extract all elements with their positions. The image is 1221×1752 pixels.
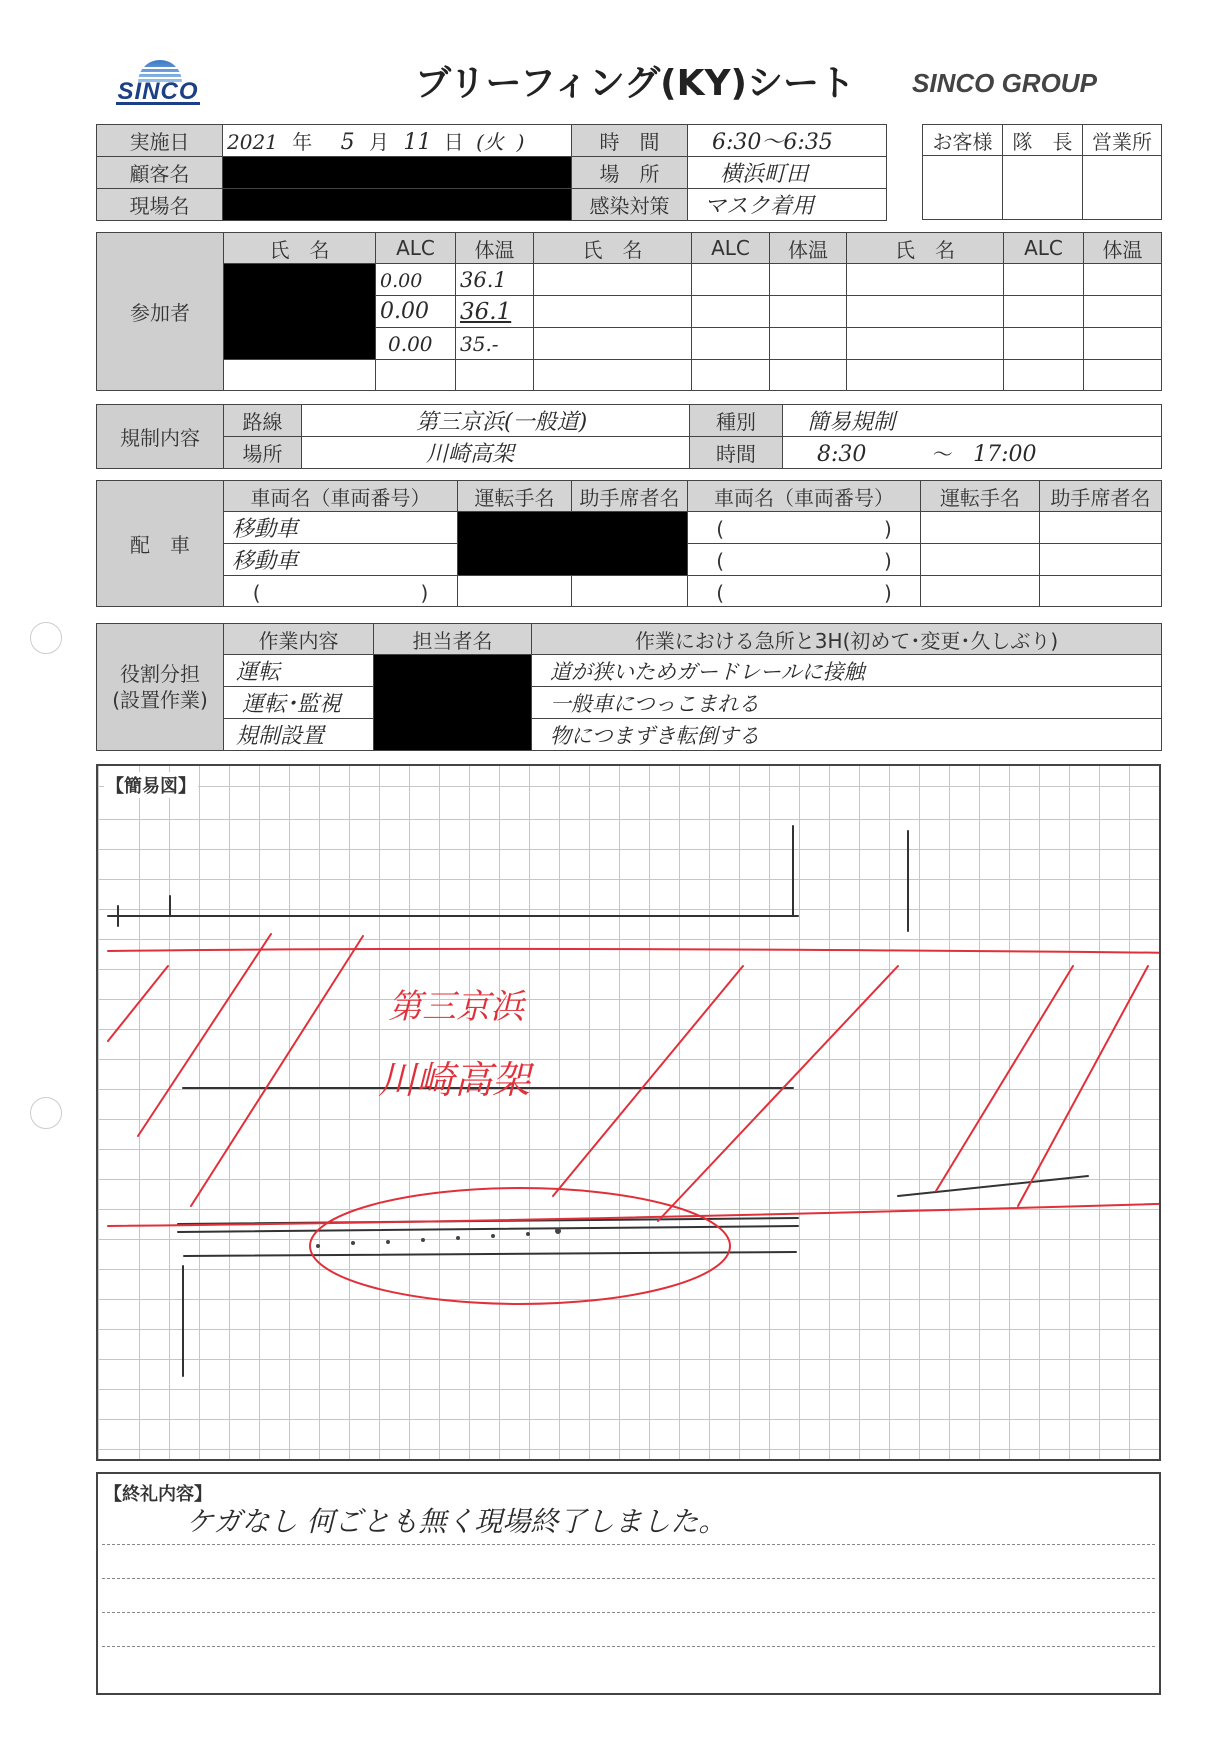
vehicle-cell[interactable] <box>224 576 458 607</box>
assistant-col-right: 助手席者名 <box>1040 481 1162 512</box>
participant-temp: 36.1 <box>460 298 512 325</box>
site-name-redacted <box>223 189 572 221</box>
assistant-cell[interactable] <box>572 576 688 607</box>
participants-label: 参加者 <box>97 233 224 391</box>
reg-time-label: 時間 <box>690 437 783 469</box>
vehicle-cell[interactable] <box>224 544 458 576</box>
person-names-redacted <box>374 655 532 751</box>
reg-place-label: 場所 <box>224 437 302 469</box>
sinco-logo-text: SINCO <box>117 78 199 105</box>
date-day: 11 <box>403 130 432 155</box>
vehicle-number-paren: ( ) <box>716 517 892 541</box>
participant-cell[interactable] <box>847 264 1004 296</box>
participant-cell[interactable] <box>692 328 770 360</box>
date-field[interactable] <box>223 125 572 157</box>
participants-col-alc-1: ALC <box>376 233 456 264</box>
participant-cell[interactable] <box>1084 296 1162 328</box>
participant-cell[interactable] <box>1084 328 1162 360</box>
participants-col-name-1: 氏 名 <box>224 233 376 264</box>
participants-col-name-2: 氏 名 <box>534 233 692 264</box>
participant-cell[interactable] <box>847 360 1004 391</box>
risk-value: 一般車につっこまれる <box>550 691 760 716</box>
type-value: 簡易規制 <box>807 410 896 435</box>
participant-cell[interactable] <box>534 264 692 296</box>
driver-col-left: 運転手名 <box>458 481 572 512</box>
route-value: 第三京浜(一般道) <box>416 410 588 435</box>
participant-cell[interactable] <box>534 360 692 391</box>
vehicle-cell[interactable] <box>688 544 921 576</box>
date-year: 2021 <box>227 130 278 154</box>
vehicle-number-paren: ( ) <box>716 580 892 605</box>
vehicle-cell[interactable] <box>688 576 921 607</box>
participant-cell[interactable] <box>770 360 847 391</box>
participant-cell[interactable] <box>692 360 770 391</box>
work-value: 運転 <box>236 660 281 685</box>
participant-alc: 0.00 <box>388 331 433 356</box>
punch-hole-top <box>30 622 62 654</box>
vehicle-number-paren: ( ) <box>252 580 429 605</box>
participant-cell[interactable] <box>534 328 692 360</box>
vehicle-cell[interactable] <box>688 512 921 544</box>
participants-col-temp-1: 体温 <box>456 233 534 264</box>
participant-cell[interactable] <box>692 296 770 328</box>
diagram-title: 【簡易図】 <box>104 772 198 798</box>
closing-line <box>102 1544 1155 1545</box>
diagram-annotation-place: 川崎高架 <box>378 1058 531 1102</box>
participant-cell[interactable] <box>376 360 456 391</box>
vehicle-name: 移動車 <box>232 517 299 542</box>
risk-col: 作業における急所と3H(初めて･変更･久しぶり) <box>532 624 1162 655</box>
work-value: 運転･監視 <box>242 692 342 717</box>
approval-sales-stamp[interactable] <box>1083 156 1162 220</box>
closing-line <box>102 1578 1155 1579</box>
reg-time-sep: 〜 <box>932 442 953 466</box>
driver-cell[interactable] <box>921 512 1040 544</box>
risk-cell[interactable] <box>532 719 1162 751</box>
driver-cell[interactable] <box>921 544 1040 576</box>
participant-temp: 36.1 <box>460 267 507 292</box>
type-field[interactable] <box>783 405 1162 437</box>
risk-cell[interactable] <box>532 687 1162 719</box>
participant-cell[interactable] <box>224 360 376 391</box>
work-col: 作業内容 <box>224 624 374 655</box>
participants-col-alc-3: ALC <box>1004 233 1084 264</box>
red-markings <box>108 934 1159 1304</box>
participant-names-redacted <box>224 264 376 360</box>
risk-value: 道が狭いためガードレールに接触 <box>550 659 865 684</box>
type-label: 種別 <box>690 405 783 437</box>
vehicle-cell[interactable] <box>224 512 458 544</box>
infection-field[interactable] <box>688 189 887 221</box>
driver-col-right: 運転手名 <box>921 481 1040 512</box>
participant-cell[interactable] <box>534 296 692 328</box>
participant-cell[interactable] <box>456 360 534 391</box>
customer-label: 顧客名 <box>97 157 223 189</box>
approval-customer-label: お客様 <box>923 125 1003 156</box>
diagram-panel <box>96 764 1161 1461</box>
closing-line <box>102 1612 1155 1613</box>
participant-cell[interactable] <box>770 296 847 328</box>
participant-cell[interactable] <box>1004 360 1084 391</box>
person-col: 担当者名 <box>374 624 532 655</box>
route-label: 路線 <box>224 405 302 437</box>
participant-alc: 0.00 <box>380 269 423 292</box>
roles-label <box>97 624 224 751</box>
time-field[interactable] <box>688 125 887 157</box>
place-value: 横浜町田 <box>720 162 809 187</box>
time-value: 6:30〜6:35 <box>712 130 833 155</box>
participant-cell[interactable] <box>1004 264 1084 296</box>
customer-name-redacted <box>223 157 572 189</box>
roles-label-line2: (設置作業) <box>112 688 208 712</box>
route-field[interactable] <box>302 405 690 437</box>
participant-cell[interactable] <box>847 296 1004 328</box>
participant-cell[interactable] <box>1084 360 1162 391</box>
participant-temp-cell[interactable] <box>456 264 534 296</box>
approval-leader-stamp[interactable] <box>1003 156 1083 220</box>
place-field[interactable] <box>688 157 887 189</box>
regulation-label: 規制内容 <box>97 405 224 469</box>
work-cell[interactable] <box>224 655 374 687</box>
roles-label-line1: 役割分担 <box>120 662 200 686</box>
info-table <box>96 124 887 221</box>
closing-line <box>102 1646 1155 1647</box>
roles-table <box>96 623 1162 751</box>
assistant-cell[interactable] <box>1040 576 1162 607</box>
assistant-col-left: 助手席者名 <box>572 481 688 512</box>
participants-table <box>96 232 1162 391</box>
site-label: 現場名 <box>97 189 223 221</box>
vehicle-name: 移動車 <box>232 549 299 574</box>
vehicles-table <box>96 480 1162 607</box>
sinco-logo <box>108 52 208 108</box>
place-label: 場 所 <box>572 157 688 189</box>
weekday-value: (火 ) <box>476 130 525 154</box>
closing-title: 【終礼内容】 <box>104 1484 212 1505</box>
approval-table <box>922 124 1162 220</box>
reg-place-field[interactable] <box>302 437 690 469</box>
reg-time-to: 17:00 <box>973 442 1037 467</box>
date-label: 実施日 <box>97 125 223 157</box>
participant-alc: 0.00 <box>380 299 429 324</box>
vehicle-col-left: 車両名（車両番号） <box>224 481 458 512</box>
participant-cell[interactable] <box>770 328 847 360</box>
participants-col-alc-2: ALC <box>692 233 770 264</box>
closing-text[interactable]: ケガなし 何ごとも無く現場終了しました。 <box>186 1505 727 1538</box>
date-month: 5 <box>340 130 355 155</box>
diagram-sketch <box>98 766 1159 1459</box>
diagram-annotation-route: 第三京浜 <box>388 987 524 1027</box>
driver-cell[interactable] <box>921 576 1040 607</box>
work-value: 規制設置 <box>236 724 325 749</box>
risk-value: 物につまずき転倒する <box>550 723 760 748</box>
participant-alc-cell[interactable] <box>376 264 456 296</box>
reg-time-field[interactable] <box>783 437 1162 469</box>
reg-time-from: 8:30 <box>817 442 867 467</box>
page-title: ブリーフィング(KY)シート <box>414 63 856 104</box>
approval-sales-label: 営業所 <box>1083 125 1162 156</box>
work-cell[interactable] <box>224 687 374 719</box>
hazard-circle <box>310 1188 730 1304</box>
regulation-table <box>96 404 1162 469</box>
sinco-group-logo: SINCO GROUP <box>912 68 1097 98</box>
work-cell[interactable] <box>224 719 374 751</box>
participant-alc-cell[interactable] <box>376 328 456 360</box>
participant-cell[interactable] <box>1004 296 1084 328</box>
infection-value: マスク着用 <box>704 194 815 219</box>
closing-panel <box>96 1472 1161 1695</box>
participant-cell[interactable] <box>1004 328 1084 360</box>
participant-temp: 35.- <box>460 331 499 356</box>
participant-cell[interactable] <box>1084 264 1162 296</box>
approval-leader-label: 隊 長 <box>1003 125 1083 156</box>
participants-col-temp-2: 体温 <box>770 233 847 264</box>
participant-temp-cell[interactable] <box>456 296 534 328</box>
vehicle-number-paren: ( ) <box>716 549 892 573</box>
risk-cell[interactable] <box>532 655 1162 687</box>
ramp-line <box>898 1176 1088 1196</box>
infection-label: 感染対策 <box>572 189 688 221</box>
driver-cell[interactable] <box>458 576 572 607</box>
punch-hole-bottom <box>30 1097 62 1129</box>
approval-customer-stamp[interactable] <box>923 156 1003 220</box>
participants-col-temp-3: 体温 <box>1084 233 1162 264</box>
participant-cell[interactable] <box>770 264 847 296</box>
assistant-cell[interactable] <box>1040 544 1162 576</box>
assistant-cell[interactable] <box>1040 512 1162 544</box>
participant-cell[interactable] <box>847 328 1004 360</box>
participant-temp-cell[interactable] <box>456 328 534 360</box>
reg-place-value: 川崎高架 <box>426 442 515 467</box>
month-label: 月 <box>368 130 389 154</box>
vehicles-label: 配 車 <box>97 481 224 607</box>
time-label: 時 間 <box>572 125 688 157</box>
year-label: 年 <box>292 130 313 154</box>
vehicle-col-right: 車両名（車両番号） <box>688 481 921 512</box>
vehicle-people-redacted <box>458 512 688 576</box>
participant-alc-cell[interactable] <box>376 296 456 328</box>
day-label: 日 <box>443 130 464 154</box>
road-edge-lower <box>184 1252 796 1256</box>
participant-cell[interactable] <box>692 264 770 296</box>
participants-col-name-3: 氏 名 <box>847 233 1004 264</box>
